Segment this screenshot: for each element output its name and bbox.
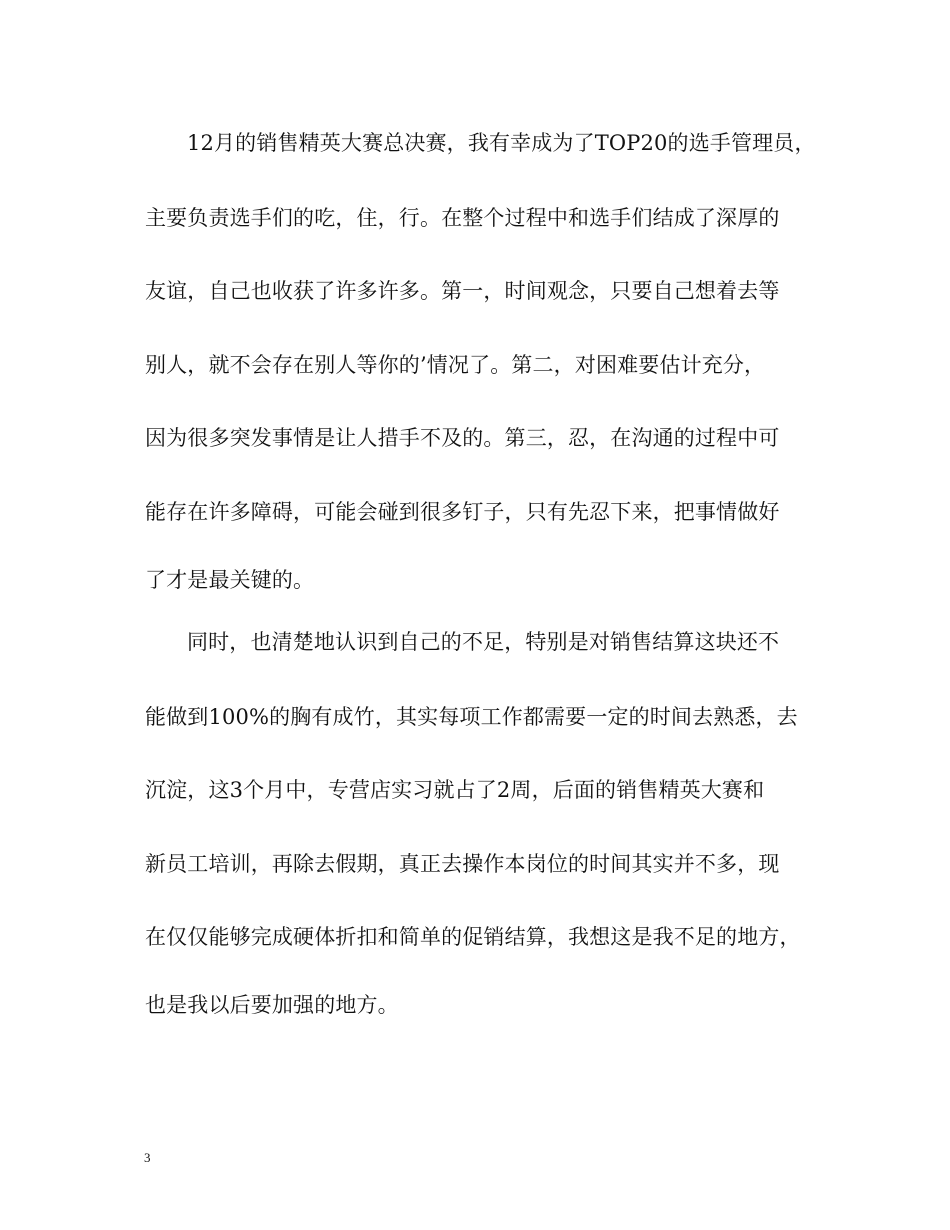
- paragraph-1-line-2: 主要负责选手们的吃，住，行。在整个过程中和选手们结成了深厚的: [145, 206, 780, 230]
- paragraph-2-line-6: 也是我以后要加强的地方。: [145, 993, 399, 1017]
- paragraph-1-line-5: 因为很多突发事情是让人措手不及的。第三，忍，在沟通的过程中可: [145, 426, 780, 450]
- paragraph-1-line-3: 友谊，自己也收获了许多许多。第一，时间观念，只要自己想着去等: [145, 279, 780, 303]
- paragraph-1-line-1: 12月的销售精英大赛总决赛，我有幸成为了TOP20的选手管理员，: [187, 131, 816, 155]
- paragraph-1-line-7: 了才是最关键的。: [145, 568, 315, 592]
- paragraph-2-line-4: 新员工培训，再除去假期，真正去操作本岗位的时间其实并不多，现: [145, 852, 780, 876]
- paragraph-2-line-1: 同时，也清楚地认识到自己的不足，特别是对销售结算这块还不: [187, 630, 780, 654]
- paragraph-1-line-4: 别人，就不会存在别人等你的’情况了。第二，对困难要估计充分，: [145, 353, 766, 377]
- paragraph-2-line-3: 沉淀，这3个月中，专营店实习就占了2周，后面的销售精英大赛和: [145, 778, 765, 802]
- paragraph-2-line-2: 能做到100%的胸有成竹，其实每项工作都需要一定的时间去熟悉，去: [145, 705, 798, 729]
- paragraph-1-line-6: 能存在许多障碍，可能会碰到很多钉子，只有先忍下来，把事情做好: [145, 500, 780, 524]
- paragraph-2-line-5: 在仅仅能够完成硬体折扣和简单的促销结算，我想这是我不足的地方，: [145, 925, 801, 949]
- page-number: 3: [144, 1150, 151, 1165]
